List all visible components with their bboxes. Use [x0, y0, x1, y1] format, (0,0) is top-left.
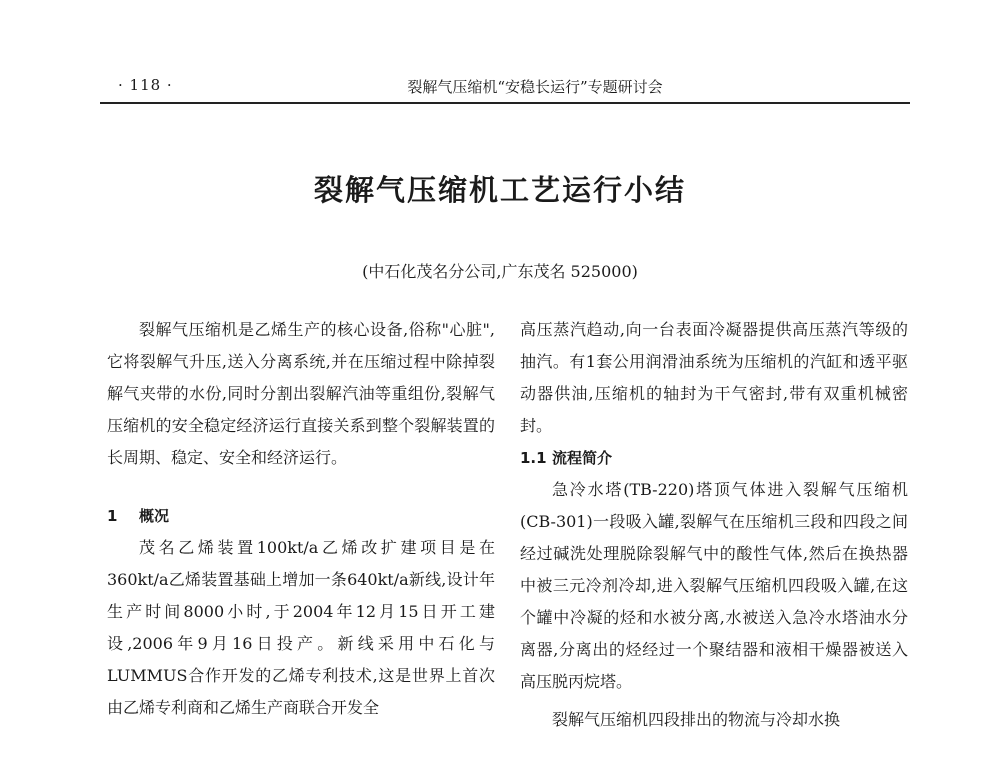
- process-paragraph: 急冷水塔(TB-220)塔顶气体进入裂解气压缩机(CB-301)一段吸入罐,裂解气在压缩机三段和四段之间经过碱洗处理脱除裂解气中的酸性气体,然后在换热器中被三元冷剂冷却,进入裂解气压缩机四段吸入罐,在这个罐中冷凝的烃和水被分离,水被送入急冷水塔油水分离器,分离出的烃经过一个聚结器和液相干燥器被送入高压脱丙烷塔。: [520, 480, 908, 691]
- section-heading: [107, 500, 495, 532]
- subsection-heading: [520, 442, 908, 474]
- article-title: 裂解气压缩机工艺运行小结: [313, 173, 686, 207]
- running-head: [100, 72, 910, 100]
- right-column: [520, 314, 908, 736]
- section-title: 概况: [139, 507, 170, 525]
- subsection-number: 1.1: [520, 449, 547, 467]
- left-column: [107, 314, 495, 724]
- journal-title: 裂解气压缩机“安稳长运行”专题研讨会: [407, 78, 663, 96]
- intro-paragraph: 裂解气压缩机是乙烯生产的核心设备,俗称"心脏",它将裂解气升压,送入分离系统,并在压缩过程中除掉裂解气夹带的水份,同时分割出裂解汽油等重组份,裂解气压缩机的安全稳定经济运行直接关系到整个裂解装置的长周期、稳定、安全和经济运行。: [107, 320, 495, 467]
- author-affiliation: (中石化茂名分公司,广东茂名 525000): [362, 262, 638, 281]
- header-rule: [100, 102, 910, 104]
- continued-paragraph: 高压蒸汽趋动,向一台表面冷凝器提供高压蒸汽等级的抽汽。有1套公用润滑油系统为压缩机的汽缸和透平驱动器供油,压缩机的轴封为干气密封,带有双重机械密封。: [520, 320, 908, 435]
- section-paragraph: 茂名乙烯装置100kt/a乙烯改扩建项目是在360kt/a乙烯装置基础上增加一条640kt/a新线,设计年生产时间8000小时,于2004年12月15日开工建设,2006年9月16日投产。新线采用中石化与LUMMUS合作开发的乙烯专利技术,这是世界上首次由乙烯专利商和乙烯生产商联合开发全: [107, 538, 495, 717]
- process-paragraph-2: 裂解气压缩机四段排出的物流与冷却水换: [552, 710, 841, 729]
- page-number: · 118 ·: [118, 76, 173, 94]
- section-number: 1: [107, 507, 118, 525]
- subsection-title: 流程简介: [552, 449, 613, 467]
